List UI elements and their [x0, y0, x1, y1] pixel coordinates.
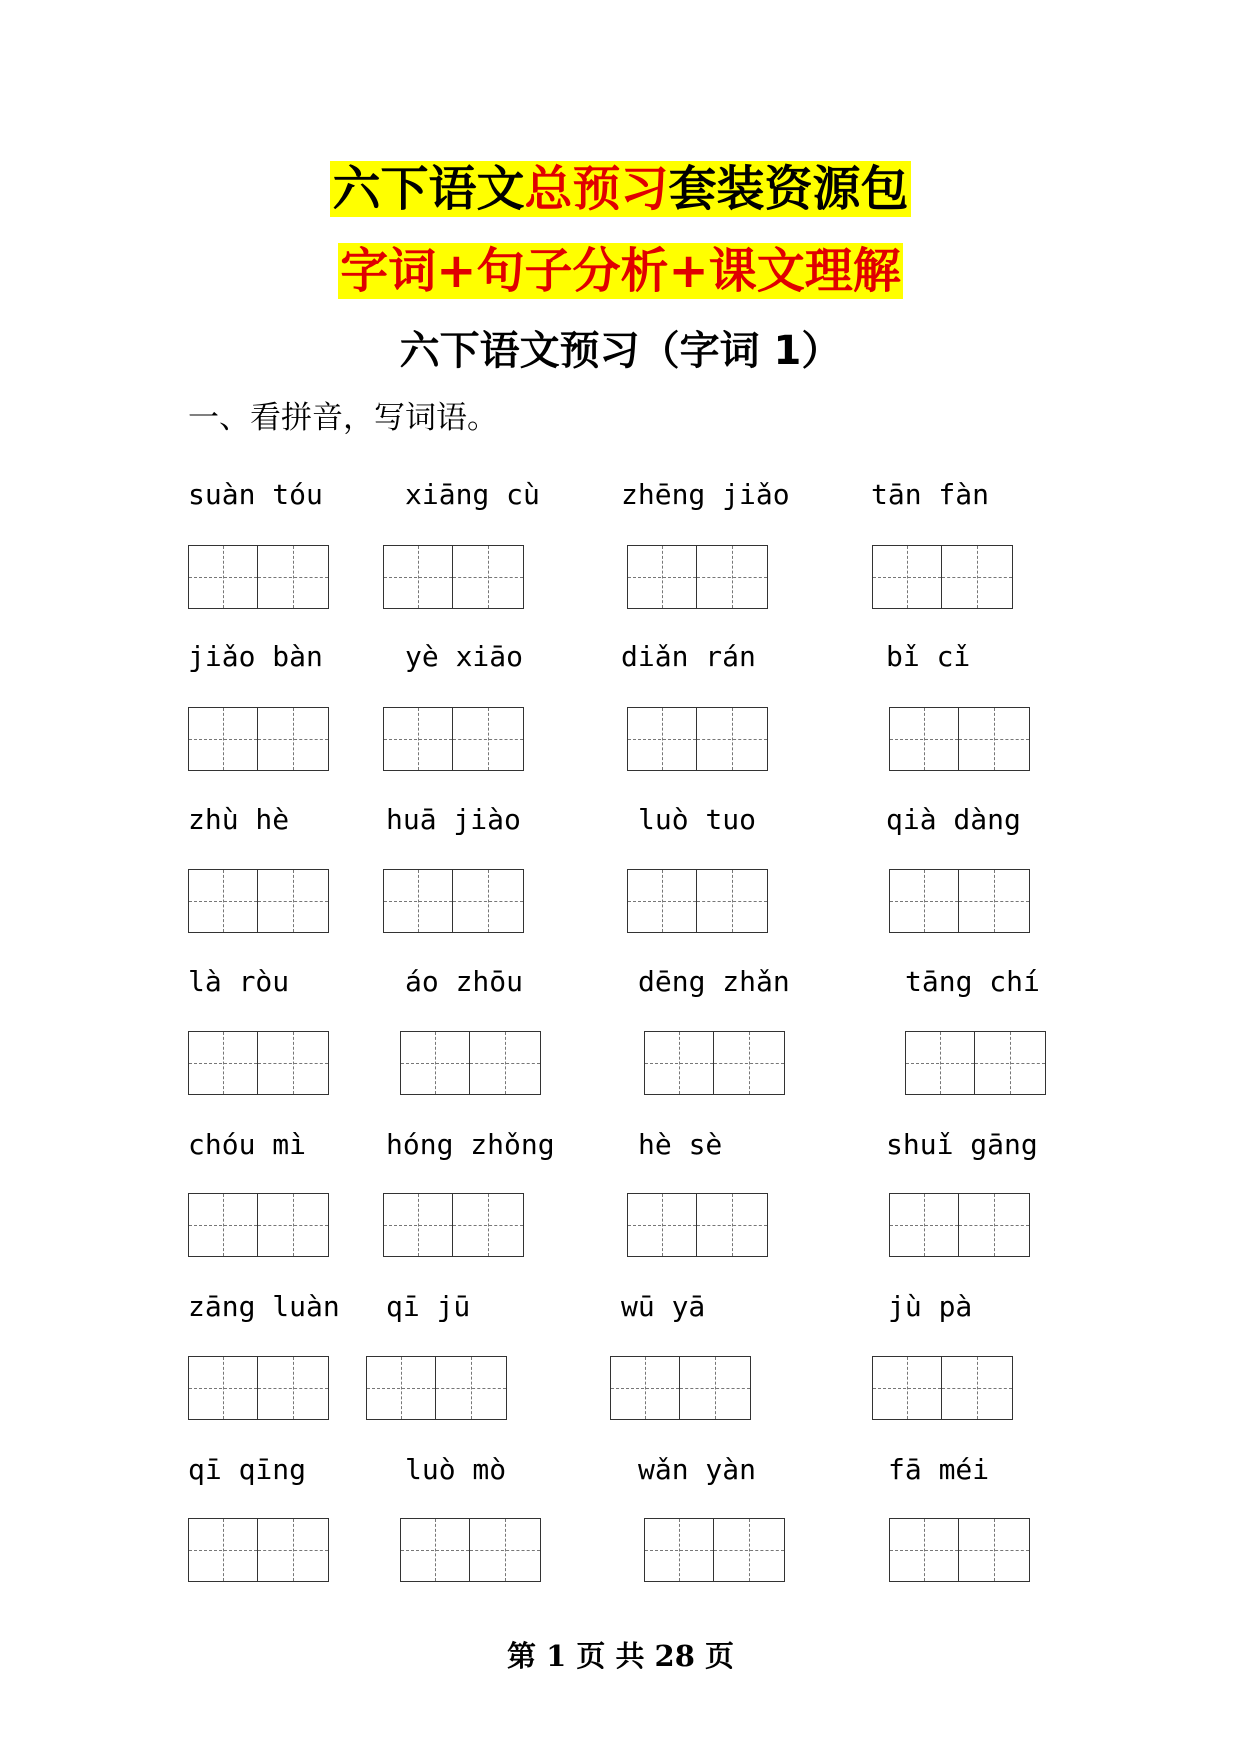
- banner-line-1-part-3: 套装资源包: [668, 161, 909, 217]
- pinyin-label: hóng zhǒng: [386, 1128, 555, 1161]
- pinyin-label: diǎn rán: [621, 640, 756, 673]
- tian-zi-cell[interactable]: [889, 707, 959, 771]
- pinyin-label: áo zhōu: [405, 965, 524, 998]
- answer-box[interactable]: [188, 1356, 329, 1420]
- tian-zi-cell[interactable]: [258, 1031, 329, 1095]
- answer-box[interactable]: [383, 1193, 524, 1257]
- pinyin-label: jiǎo bàn: [188, 640, 323, 673]
- answer-box[interactable]: [188, 545, 329, 609]
- tian-zi-cell[interactable]: [627, 545, 697, 609]
- pinyin-label: fā méi: [888, 1453, 990, 1486]
- banner-line-2: [0, 242, 1241, 300]
- answer-box[interactable]: [188, 1031, 329, 1095]
- tian-zi-cell[interactable]: [610, 1356, 680, 1420]
- answer-box[interactable]: [400, 1518, 541, 1582]
- tian-zi-cell[interactable]: [383, 1193, 453, 1257]
- answer-box[interactable]: [383, 869, 524, 933]
- tian-zi-cell[interactable]: [644, 1518, 714, 1582]
- pinyin-label: là ròu: [188, 965, 290, 998]
- tian-zi-cell[interactable]: [627, 869, 697, 933]
- tian-zi-cell[interactable]: [959, 707, 1030, 771]
- tian-zi-cell[interactable]: [714, 1518, 785, 1582]
- pinyin-label: tān fàn: [871, 478, 990, 511]
- answer-box[interactable]: [889, 707, 1030, 771]
- tian-zi-cell[interactable]: [258, 1193, 329, 1257]
- pinyin-label: suàn tóu: [188, 478, 323, 511]
- answer-box[interactable]: [889, 1518, 1030, 1582]
- answer-box[interactable]: [889, 1193, 1030, 1257]
- answer-box[interactable]: [627, 869, 768, 933]
- banner-line-1-part-2: 总预习: [524, 161, 669, 217]
- tian-zi-cell[interactable]: [470, 1031, 541, 1095]
- tian-zi-cell[interactable]: [889, 1193, 959, 1257]
- tian-zi-cell[interactable]: [942, 1356, 1013, 1420]
- tian-zi-cell[interactable]: [453, 707, 524, 771]
- answer-box[interactable]: [383, 545, 524, 609]
- tian-zi-cell[interactable]: [697, 1193, 768, 1257]
- tian-zi-cell[interactable]: [258, 869, 329, 933]
- tian-zi-cell[interactable]: [188, 707, 258, 771]
- pinyin-label: bǐ cǐ: [886, 640, 971, 673]
- banner-line-1: [0, 160, 1241, 218]
- tian-zi-cell[interactable]: [697, 869, 768, 933]
- answer-box[interactable]: [627, 1193, 768, 1257]
- tian-zi-cell[interactable]: [366, 1356, 436, 1420]
- pinyin-label: chóu mì: [188, 1128, 307, 1161]
- pinyin-label: qī qīng: [188, 1453, 307, 1486]
- answer-box[interactable]: [644, 1031, 785, 1095]
- tian-zi-cell[interactable]: [975, 1031, 1046, 1095]
- tian-zi-cell[interactable]: [889, 869, 959, 933]
- tian-zi-cell[interactable]: [188, 545, 258, 609]
- tian-zi-cell[interactable]: [697, 707, 768, 771]
- pinyin-label: jù pà: [888, 1290, 973, 1323]
- page-title: 六下语文预习（字词 1）: [399, 328, 842, 374]
- tian-zi-cell[interactable]: [942, 545, 1013, 609]
- banner-line-2-text: 字词+句子分析+课文理解: [340, 243, 901, 299]
- pinyin-label: luò mò: [405, 1453, 507, 1486]
- answer-box[interactable]: [366, 1356, 507, 1420]
- pinyin-label: zhù hè: [188, 803, 290, 836]
- pinyin-label: hè sè: [638, 1128, 723, 1161]
- tian-zi-cell[interactable]: [258, 1356, 329, 1420]
- tian-zi-cell[interactable]: [436, 1356, 507, 1420]
- tian-zi-cell[interactable]: [258, 545, 329, 609]
- answer-box[interactable]: [188, 869, 329, 933]
- tian-zi-cell[interactable]: [889, 1518, 959, 1582]
- pinyin-label: zhēng jiǎo: [621, 478, 790, 511]
- tian-zi-cell[interactable]: [188, 1193, 258, 1257]
- tian-zi-cell[interactable]: [383, 869, 453, 933]
- pinyin-label: qī jū: [386, 1290, 471, 1323]
- pinyin-label: tāng chí: [905, 965, 1040, 998]
- answer-box[interactable]: [383, 707, 524, 771]
- tian-zi-cell[interactable]: [453, 545, 524, 609]
- tian-zi-cell[interactable]: [905, 1031, 975, 1095]
- tian-zi-cell[interactable]: [383, 545, 453, 609]
- answer-box[interactable]: [610, 1356, 751, 1420]
- answer-box[interactable]: [905, 1031, 1046, 1095]
- tian-zi-cell[interactable]: [258, 1518, 329, 1582]
- pinyin-label: yè xiāo: [405, 640, 524, 673]
- tian-zi-cell[interactable]: [872, 545, 942, 609]
- tian-zi-cell[interactable]: [959, 1193, 1030, 1257]
- pinyin-label: wǎn yàn: [638, 1453, 757, 1486]
- answer-box[interactable]: [627, 545, 768, 609]
- banner-line-1-part-1: 六下语文: [332, 161, 525, 217]
- tian-zi-cell[interactable]: [697, 545, 768, 609]
- tian-zi-cell[interactable]: [188, 869, 258, 933]
- pinyin-label: wū yā: [621, 1290, 706, 1323]
- tian-zi-cell[interactable]: [453, 1193, 524, 1257]
- answer-box[interactable]: [872, 1356, 1013, 1420]
- answer-box[interactable]: [644, 1518, 785, 1582]
- tian-zi-cell[interactable]: [627, 1193, 697, 1257]
- tian-zi-cell[interactable]: [959, 1518, 1030, 1582]
- tian-zi-cell[interactable]: [644, 1031, 714, 1095]
- tian-zi-cell[interactable]: [383, 707, 453, 771]
- answer-box[interactable]: [188, 1193, 329, 1257]
- page-footer: 第 1 页 共 28 页: [506, 1639, 735, 1673]
- answer-box[interactable]: [627, 707, 768, 771]
- pinyin-label: dēng zhǎn: [638, 965, 790, 998]
- pinyin-label: qià dàng: [886, 803, 1021, 836]
- answer-box[interactable]: [400, 1031, 541, 1095]
- answer-box[interactable]: [872, 545, 1013, 609]
- tian-zi-cell[interactable]: [188, 1356, 258, 1420]
- tian-zi-cell[interactable]: [714, 1031, 785, 1095]
- pinyin-label: zāng luàn: [188, 1290, 340, 1323]
- pinyin-label: luò tuo: [638, 803, 757, 836]
- tian-zi-cell[interactable]: [188, 1518, 258, 1582]
- tian-zi-cell[interactable]: [627, 707, 697, 771]
- section-heading: 一、看拼音，写词语。: [188, 400, 498, 436]
- tian-zi-cell[interactable]: [453, 869, 524, 933]
- pinyin-label: shuǐ gāng: [886, 1128, 1038, 1161]
- answer-box[interactable]: [889, 869, 1030, 933]
- tian-zi-cell[interactable]: [188, 1031, 258, 1095]
- tian-zi-cell[interactable]: [258, 707, 329, 771]
- tian-zi-cell[interactable]: [470, 1518, 541, 1582]
- pinyin-label: xiāng cù: [405, 478, 540, 511]
- pinyin-label: huā jiào: [386, 803, 521, 836]
- tian-zi-cell[interactable]: [680, 1356, 751, 1420]
- tian-zi-cell[interactable]: [400, 1518, 470, 1582]
- tian-zi-cell[interactable]: [872, 1356, 942, 1420]
- tian-zi-cell[interactable]: [959, 869, 1030, 933]
- tian-zi-cell[interactable]: [400, 1031, 470, 1095]
- answer-box[interactable]: [188, 1518, 329, 1582]
- answer-box[interactable]: [188, 707, 329, 771]
